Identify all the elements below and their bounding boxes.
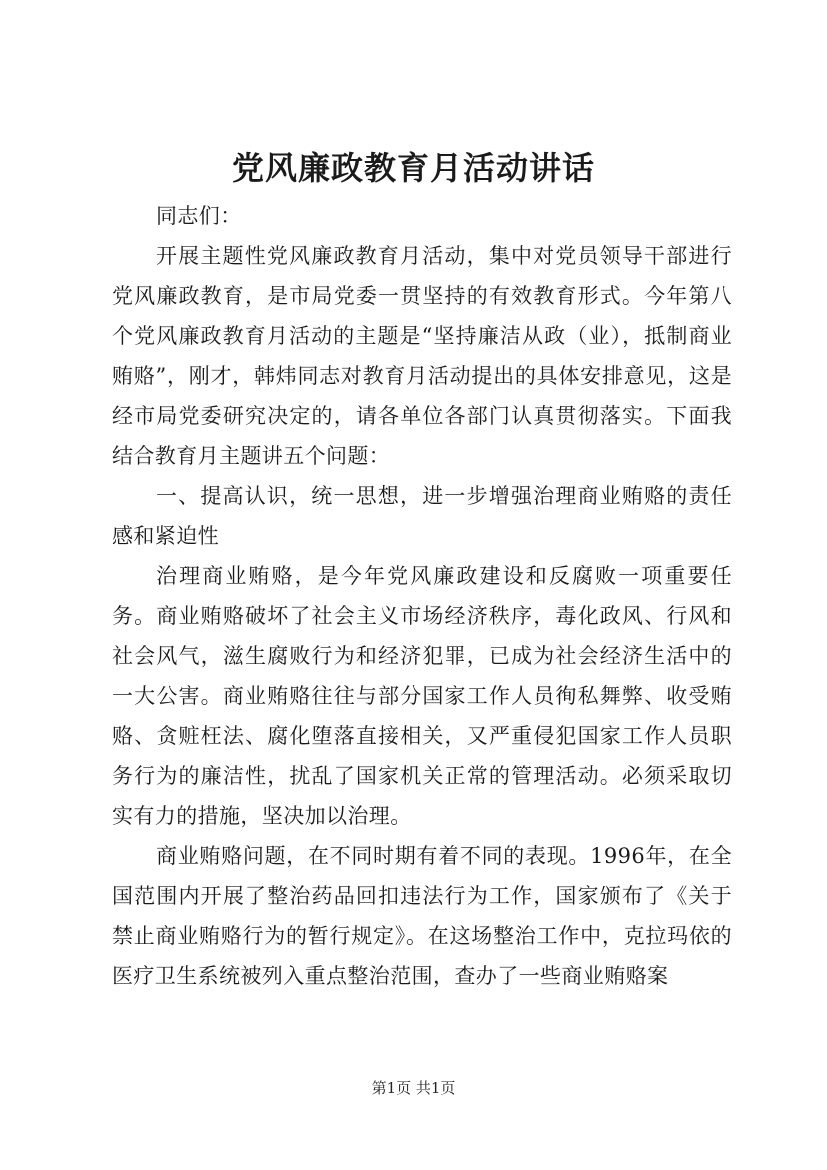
intro-paragraph: 开展主题性党风廉政教育月活动，集中对党员领导干部进行党风廉政教育，是市局党委一贯坚持的有效教育形式。今年第八个党风廉政教育月活动的主题是“坚持廉洁从政（业），抵制商业贿赂”，刚才，韩炜同志对教育月活动提出的具体安排意见，这是经市局党委研究决定的，请各单位各部门认真贯彻落实。下面我结合教育月主题讲五个问题： — [112, 244, 732, 468]
salutation-paragraph: 同志们： — [156, 204, 242, 228]
body-paragraph-1: 治理商业贿赂，是今年党风廉政建设和反腐败一项重要任务。商业贿赂破坏了社会主义市场经济秩序，毒化政风、行风和社会风气，滋生腐败行为和经济犯罪，已成为社会经济生活中的一大公害。商业贿赂往往与部分国家工作人员徇私舞弊、收受贿赂、贪赃枉法、腐化堕落直接相关，又严重侵犯国家工作人员职务行为的廉洁性，扰乱了国家机关正常的管理活动。必须采取切实有力的措施，坚决加以治理。 — [112, 564, 732, 828]
page-number-footer: 第1页 共1页 — [371, 1079, 456, 1097]
section-heading-1: 一、提高认识，统一思想，进一步增强治理商业贿赂的责任感和紧迫性 — [112, 484, 732, 548]
document-body — [112, 196, 732, 996]
body-paragraph-2: 商业贿赂问题，在不同时期有着不同的表现。1996年，在全国范围内开展了整治药品回扣违法行为工作，国家颁布了《关于禁止商业贿赂行为的暂行规定》。在这场整治工作中，克拉玛依的医疗卫生系统被列入重点整治范围，查办了一些商业贿赂案 — [112, 844, 732, 988]
document-title: 党风廉政教育月活动讲话 — [231, 149, 595, 187]
